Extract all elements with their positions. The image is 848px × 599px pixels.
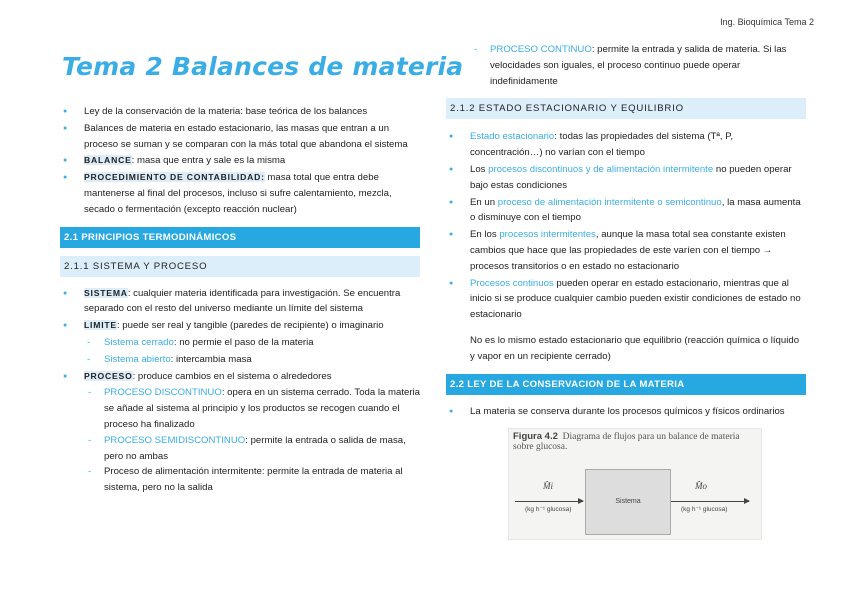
- list-item: ● BALANCE: masa que entra y sale es la misma: [60, 153, 420, 169]
- list-item: ● Balances de materia en estado estacionario, las masas que entran a un proceso se suman y se comparan con la más total que abandona el sistema: [60, 121, 420, 153]
- right-column: [446, 42, 806, 420]
- section-heading-2-1-2: 2.1.2 ESTADO ESTACIONARIO Y EQUILIBRIO: [446, 98, 806, 119]
- page-title: Tema 2 Balances de materia: [62, 52, 464, 81]
- intro-list: [60, 104, 420, 218]
- system-label: Sistema: [615, 498, 641, 505]
- sub-list-item: - PROCESO SEMIDISCONTINUO: permite la entrada o salida de masa, pero no ambas: [60, 433, 420, 465]
- sub-list-item: - Proceso de alimentación intermitente: permite la entrada de materia al sistema, pero no la salida: [60, 464, 420, 496]
- list-item: ● Ley de la conservación de la materia: base teórica de los balances: [60, 104, 420, 120]
- term-highlight: BALANCE: [84, 155, 132, 166]
- term-highlight: PROCEDIMIENTO DE CONTABILIDAD:: [84, 172, 265, 183]
- sub-list-item: - PROCESO CONTINUO: permite la entrada y salida de materia. Si las velocidades son iguales, el proceso continuo puede operar indefinidamente: [446, 42, 806, 89]
- left-column: [60, 104, 420, 496]
- list-item: ● PROCESO: produce cambios en el sistema o alrededores: [60, 369, 420, 385]
- list-item: ● Los procesos discontinuos y de alimentación intermitente no pueden operar bajo estas condiciones: [446, 162, 806, 194]
- term-highlight: PROCESO: [84, 370, 133, 381]
- sub-list-item: - Sistema cerrado: no permie el paso de la materia: [60, 335, 420, 351]
- list-item: ● SISTEMA: cualquier materia identificada para investigación. Se encuentra separado con el resto del universo mediante un límite del sistema: [60, 286, 420, 318]
- page-header: Ing. Bioquímica Tema 2: [720, 17, 814, 27]
- list-item: ● En un proceso de alimentación intermitente o semicontinuo, la masa aumenta o disminuye con el tiempo: [446, 195, 806, 227]
- list-item: ● PROCEDIMIENTO DE CONTABILIDAD: masa total que entra debe mantenerse al final del procesos, incluso si sufre calentamiento, mezcla, secado o fermentación (excepto reacción nuclear): [60, 170, 420, 217]
- sub-list-item: - Sistema abierto: intercambia masa: [60, 352, 420, 368]
- list-item: ● Procesos continuos pueden operar en estado estacionario, mientras que al inicio si se produce cualquier cambio pueden existir condiciones de estado no estacionario: [446, 276, 806, 323]
- inflow-symbol: M̂i: [543, 481, 553, 491]
- list-item: ● En los procesos intermitentes, aunque la masa total sea constante existen cambios que hace que las propiedades de este varíen con el tiempo → procesos transitorios o en estado no estacionario: [446, 227, 806, 274]
- continuo-list: [446, 42, 806, 89]
- list-item: ● Estado estacionario: todas las propiedades del sistema (Tª, P, concentración…) no varían con el tiempo: [446, 129, 806, 161]
- section-heading-2-1: 2.1 PRINCIPIOS TERMODINÁMICOS: [60, 227, 420, 248]
- figure-caption: Figura 4.2 Diagrama de flujos para un balance de materia sobre glucosa.: [513, 431, 740, 452]
- list-item: ● La materia se conserva durante los procesos químicos y físicos ordinarios: [446, 404, 806, 420]
- note-paragraph: No es lo mismo estado estacionario que equilibrio (reacción química o líquido y vapor en un recipiente cerrado): [470, 334, 800, 362]
- term-highlight: SISTEMA: [84, 287, 128, 298]
- term-highlight: LIMITE: [84, 320, 117, 331]
- system-box: [585, 469, 671, 535]
- outflow-unit: (kg h⁻¹ glucosa): [681, 506, 728, 513]
- flow-diagram-figure: [508, 428, 762, 540]
- section-heading-2-1-1: 2.1.1 SISTEMA Y PROCESO: [60, 256, 420, 277]
- law-list: [446, 404, 806, 420]
- list-item: ● LIMITE: puede ser real y tangible (paredes de recipiente) o imaginario: [60, 318, 420, 334]
- sub-list-item: - PROCESO DISCONTINUO: opera en un sistema cerrado. Toda la materia se añade al sistema al principio y los productos se recogen cuando el proceso ha finalizado: [60, 385, 420, 432]
- outflow-arrow: [671, 501, 749, 502]
- system-list: [60, 286, 420, 496]
- inflow-arrow: [515, 501, 583, 502]
- outflow-symbol: M̂o: [695, 481, 707, 491]
- section-heading-2-2: 2.2 LEY DE LA CONSERVACION DE LA MATERIA: [446, 374, 806, 395]
- inflow-unit: (kg h⁻¹ glucosa): [525, 506, 572, 513]
- steady-state-list: [446, 129, 806, 323]
